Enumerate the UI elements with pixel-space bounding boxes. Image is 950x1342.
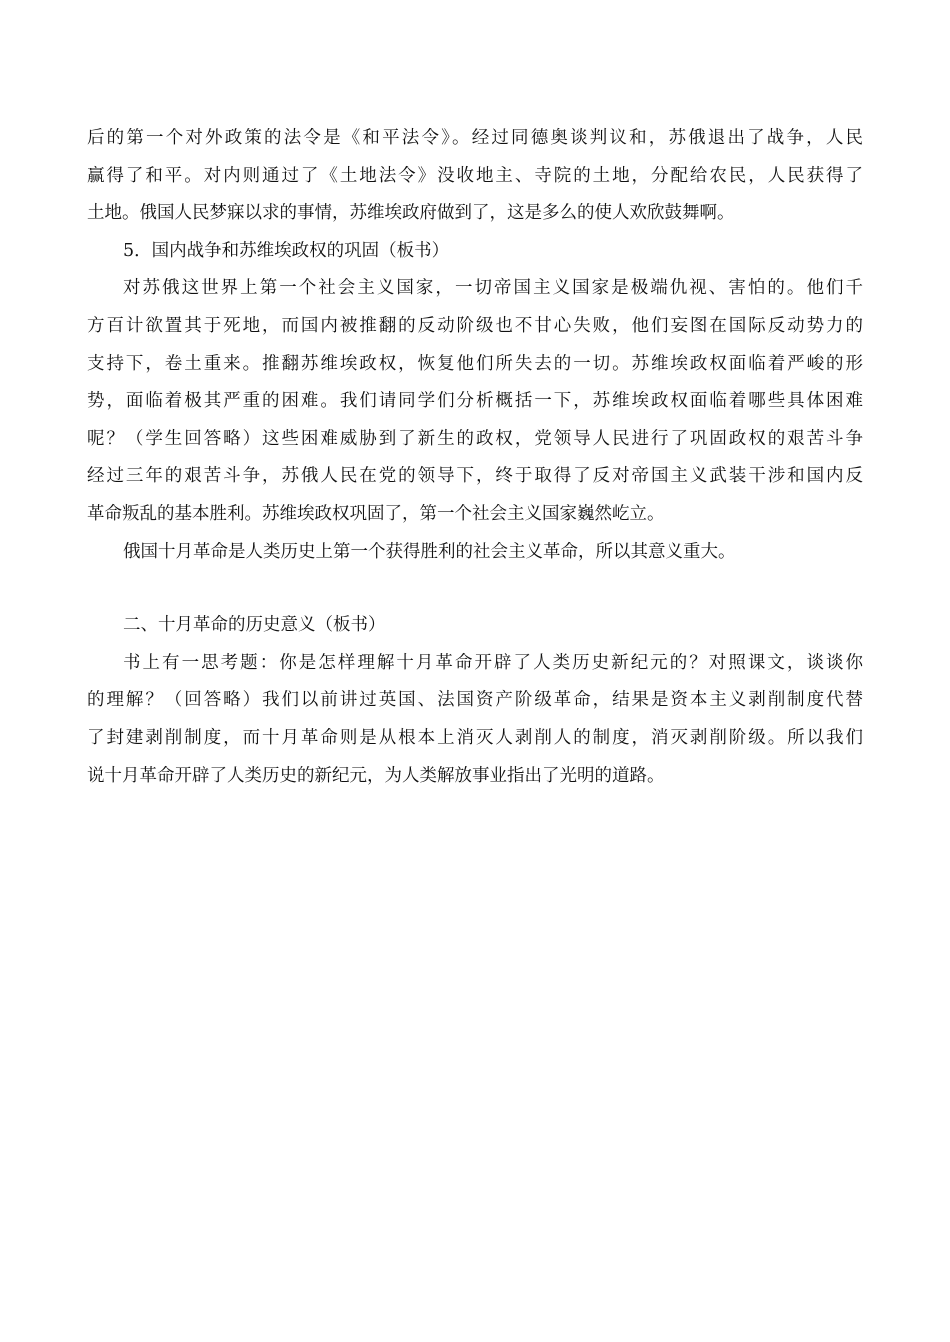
text-line: 书上有一思考题：你是怎样理解十月革命开辟了人类历史新纪元的？对照课文，谈谈你 xyxy=(123,652,863,673)
paragraph-2 xyxy=(87,270,863,533)
text-line: 革命叛乱的基本胜利。苏维埃政权巩固了，第一个社会主义国家巍然屹立。 xyxy=(87,503,665,524)
text-line: 经过三年的艰苦斗争，苏俄人民在党的领导下，终于取得了反对帝国主义武装干涉和国内反 xyxy=(87,466,863,487)
text-line: 对苏俄这世界上第一个社会主义国家，一切帝国主义国家是极端仇视、害怕的。他们千 xyxy=(123,278,863,299)
document-page xyxy=(87,120,863,795)
paragraph-3 xyxy=(87,534,863,572)
text-line: 了封建剥削制度，而十月革命则是从根本上消灭人剥削人的制度，消灭剥削阶级。所以我们 xyxy=(87,727,863,748)
text-line: 方百计欲置其于死地，而国内被推翻的反动阶级也不甘心失败，他们妄图在国际反动势力的 xyxy=(87,315,863,336)
text-line: 呢？（学生回答略）这些困难威胁到了新生的政权，党领导人民进行了巩固政权的艰苦斗争 xyxy=(87,428,863,449)
blank-line xyxy=(87,571,863,607)
text-line: 支持下，卷土重来。推翻苏维埃政权，恢复他们所失去的一切。苏维埃政权面临着严峻的形 xyxy=(87,353,863,374)
section-heading-significance: 二、十月革命的历史意义（板书） xyxy=(123,615,386,636)
text-line: 说十月革命开辟了人类历史的新纪元，为人类解放事业指出了光明的道路。 xyxy=(87,765,665,786)
section-heading-civil-war: 5．国内战争和苏维埃政权的巩固（板书） xyxy=(123,240,450,261)
paragraph-1 xyxy=(87,120,863,233)
text-line: 土地。俄国人民梦寐以求的事情，苏维埃政府做到了，这是多么的使人欢欣鼓舞啊。 xyxy=(87,203,735,224)
paragraph-4 xyxy=(87,645,863,795)
text-line: 赢得了和平。对内则通过了《土地法令》没收地主、寺院的土地，分配给农民，人民获得了 xyxy=(87,165,863,186)
text-line: 俄国十月革命是人类历史上第一个获得胜利的社会主义革命，所以其意义重大。 xyxy=(123,541,736,562)
text-line: 的理解？（回答略）我们以前讲过英国、法国资产阶级革命，结果是资本主义剥削制度代替 xyxy=(87,690,863,711)
text-line: 后的第一个对外政策的法令是《和平法令》。经过同德奥谈判议和，苏俄退出了战争，人民 xyxy=(87,128,863,148)
text-line: 势，面临着极其严重的困难。我们请同学们分析概括一下，苏维埃政权面临着哪些具体困难 xyxy=(87,391,863,412)
